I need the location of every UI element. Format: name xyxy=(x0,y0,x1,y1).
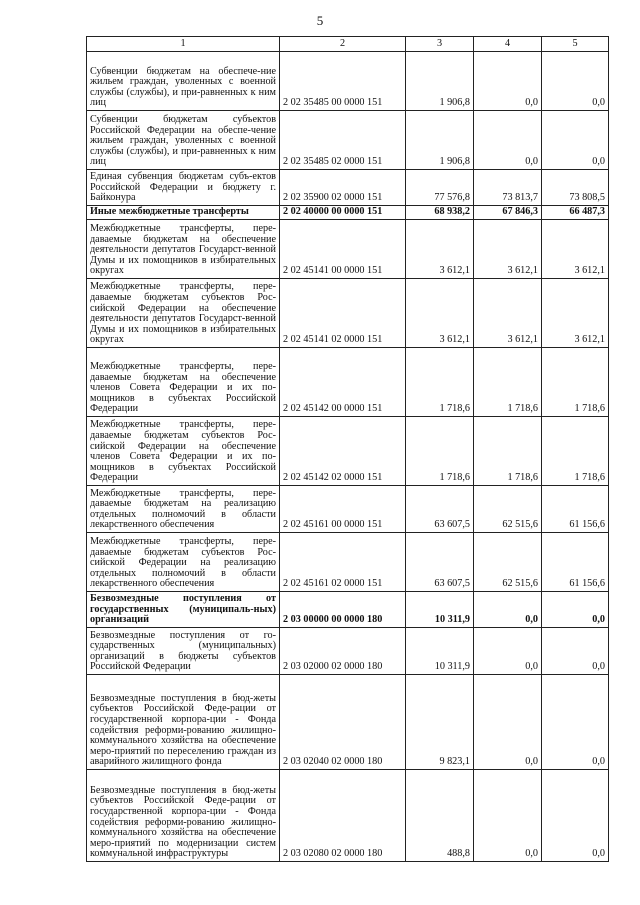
row-value-col3: 9 823,1 xyxy=(406,675,474,770)
row-code-cell: 2 03 02040 02 0000 180 xyxy=(280,675,406,770)
row-value-col5: 66 487,3 xyxy=(542,206,609,220)
table-row xyxy=(87,592,609,628)
row-value-col5: 0,0 xyxy=(542,675,609,770)
table-row xyxy=(87,111,609,170)
column-header-1: 1 xyxy=(87,37,280,52)
row-value-col3: 68 938,2 xyxy=(406,206,474,220)
row-name-cell: Субвенции бюджетам на обеспече-ние жильем граждан, уволенных с военной службы (службы), и при-равненных к ним лиц xyxy=(87,52,280,111)
budget-table xyxy=(86,36,609,862)
row-value-col3: 3 612,1 xyxy=(406,220,474,279)
column-header-3: 3 xyxy=(406,37,474,52)
row-value-col3: 1 718,6 xyxy=(406,417,474,486)
column-header-4: 4 xyxy=(474,37,542,52)
row-value-col5: 61 156,6 xyxy=(542,486,609,533)
row-code-cell: 2 02 45142 00 0000 151 xyxy=(280,348,406,417)
row-value-col3: 77 576,8 xyxy=(406,170,474,206)
row-value-col4: 0,0 xyxy=(474,770,542,862)
table-row xyxy=(87,533,609,592)
row-value-col4: 67 846,3 xyxy=(474,206,542,220)
row-code-cell: 2 03 02080 02 0000 180 xyxy=(280,770,406,862)
row-name-cell: Безвозмездные поступления от государственных (муниципаль-ных) организаций xyxy=(87,592,280,628)
table-row xyxy=(87,486,609,533)
row-value-col5: 0,0 xyxy=(542,628,609,675)
row-name-cell: Межбюджетные трансферты, пере-даваемые бюджетам на реализацию отдельных полномочий в области лекарственного обеспечения xyxy=(87,486,280,533)
table-row xyxy=(87,220,609,279)
row-code-cell: 2 02 45142 02 0000 151 xyxy=(280,417,406,486)
row-name-cell: Межбюджетные трансферты, пере-даваемые бюджетам на обеспечение членов Совета Федерации и их по-мощников в субъектах Российской Федерации xyxy=(87,348,280,417)
row-code-cell: 2 02 45161 00 0000 151 xyxy=(280,486,406,533)
row-value-col5: 0,0 xyxy=(542,592,609,628)
row-value-col3: 1 906,8 xyxy=(406,111,474,170)
column-header-2: 2 xyxy=(280,37,406,52)
row-code-cell: 2 03 02000 02 0000 180 xyxy=(280,628,406,675)
row-value-col4: 62 515,6 xyxy=(474,533,542,592)
table-row xyxy=(87,628,609,675)
row-name-cell: Безвозмездные поступления в бюд-жеты субъектов Российской Феде-рации от государственной корпора-ции - Фонда содействия реформи-рованию жилищно-коммунального хозяйства на обеспечение меро-приятий по переселению граждан из аварийного жилищного фонда xyxy=(87,675,280,770)
row-name-cell: Межбюджетные трансферты, пере-даваемые бюджетам на обеспечение деятельности депутатов Государст-венной Думы и их помощников в избирательных округах xyxy=(87,220,280,279)
row-value-col4: 0,0 xyxy=(474,52,542,111)
row-code-cell: 2 02 35485 02 0000 151 xyxy=(280,111,406,170)
row-value-col5: 0,0 xyxy=(542,52,609,111)
table-row xyxy=(87,206,609,220)
row-value-col5: 1 718,6 xyxy=(542,348,609,417)
row-value-col4: 1 718,6 xyxy=(474,348,542,417)
row-value-col3: 63 607,5 xyxy=(406,486,474,533)
table-row xyxy=(87,52,609,111)
row-name-cell: Безвозмездные поступления в бюд-жеты субъектов Российской Феде-рации от государственной корпора-ции - Фонда содействия реформи-рованию жилищно-коммунального хозяйства на обеспечение меро-приятий по модернизации систем коммунальной инфраструктуры xyxy=(87,770,280,862)
row-code-cell: 2 02 45161 02 0000 151 xyxy=(280,533,406,592)
row-value-col4: 0,0 xyxy=(474,675,542,770)
row-value-col5: 0,0 xyxy=(542,111,609,170)
row-code-cell: 2 02 40000 00 0000 151 xyxy=(280,206,406,220)
table-row xyxy=(87,279,609,348)
table-row xyxy=(87,348,609,417)
row-name-cell: Межбюджетные трансферты, пере-даваемые бюджетам субъектов Рос-сийской Федерации на реализацию отдельных полномочий в области лекарственного обеспечения xyxy=(87,533,280,592)
table-row xyxy=(87,770,609,862)
row-value-col3: 1 718,6 xyxy=(406,348,474,417)
row-name-cell: Межбюджетные трансферты, пере-даваемые бюджетам субъектов Рос-сийской Федерации на обеспечение деятельности депутатов Государст-венной Думы и их помощников в избирательных округах xyxy=(87,279,280,348)
column-header-5: 5 xyxy=(542,37,609,52)
table-header-row xyxy=(87,37,609,52)
row-value-col4: 1 718,6 xyxy=(474,417,542,486)
row-code-cell: 2 02 35485 00 0000 151 xyxy=(280,52,406,111)
row-value-col4: 3 612,1 xyxy=(474,220,542,279)
table-row xyxy=(87,675,609,770)
row-value-col5: 73 808,5 xyxy=(542,170,609,206)
row-value-col4: 73 813,7 xyxy=(474,170,542,206)
row-value-col5: 0,0 xyxy=(542,770,609,862)
row-code-cell: 2 02 35900 02 0000 151 xyxy=(280,170,406,206)
row-name-cell: Безвозмездные поступления от го-сударственных (муниципальных) организаций в бюджеты субъектов Российской Федерации xyxy=(87,628,280,675)
row-value-col4: 0,0 xyxy=(474,628,542,675)
row-name-cell: Субвенции бюджетам субъектов Российской Федерации на обеспе-чение жильем граждан, уволенных с военной службы (службы), и при-равненных к ним лиц xyxy=(87,111,280,170)
row-code-cell: 2 02 45141 00 0000 151 xyxy=(280,220,406,279)
row-value-col3: 1 906,8 xyxy=(406,52,474,111)
row-value-col4: 0,0 xyxy=(474,111,542,170)
table-row xyxy=(87,417,609,486)
row-value-col3: 3 612,1 xyxy=(406,279,474,348)
row-value-col5: 3 612,1 xyxy=(542,279,609,348)
row-value-col3: 63 607,5 xyxy=(406,533,474,592)
row-name-cell: Единая субвенция бюджетам субъ-ектов Российской Федерации и бюджету г. Байконура xyxy=(87,170,280,206)
row-value-col3: 10 311,9 xyxy=(406,592,474,628)
row-value-col5: 1 718,6 xyxy=(542,417,609,486)
row-name-cell: Межбюджетные трансферты, пере-даваемые бюджетам субъектов Рос-сийской Федерации на обеспечение членов Совета Федерации и их по-мощников в субъектах Российской Федерации xyxy=(87,417,280,486)
row-value-col5: 3 612,1 xyxy=(542,220,609,279)
page-number: 5 xyxy=(316,13,324,28)
row-name-cell: Иные межбюджетные трансферты xyxy=(87,206,280,220)
row-value-col4: 0,0 xyxy=(474,592,542,628)
row-code-cell: 2 02 45141 02 0000 151 xyxy=(280,279,406,348)
row-value-col3: 10 311,9 xyxy=(406,628,474,675)
table-row xyxy=(87,170,609,206)
row-value-col4: 62 515,6 xyxy=(474,486,542,533)
row-value-col5: 61 156,6 xyxy=(542,533,609,592)
row-value-col4: 3 612,1 xyxy=(474,279,542,348)
row-value-col3: 488,8 xyxy=(406,770,474,862)
table-body xyxy=(87,52,609,862)
row-code-cell: 2 03 00000 00 0000 180 xyxy=(280,592,406,628)
